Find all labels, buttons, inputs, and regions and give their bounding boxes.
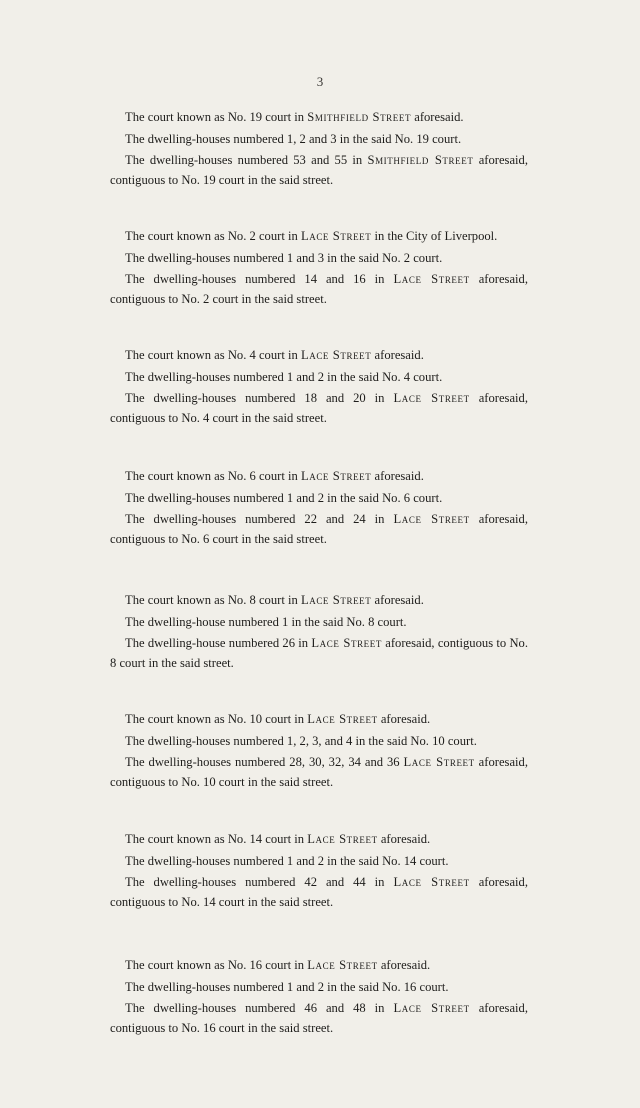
contiguous-dwelling-houses: The dwelling-house numbered 26 in Lace Street aforesaid, contiguous to No. 8 court in the said street. — [110, 636, 528, 670]
dwelling-houses-in-court: The dwelling-houses numbered 1, 2 and 3 in the said No. 19 court. — [125, 131, 462, 146]
contiguous-dwelling-houses: The dwelling-houses numbered 28, 30, 32, 34 and 36 Lace Street aforesaid, contiguous to No. 10 court in the said street. — [110, 755, 528, 789]
contiguous-dwelling-houses: The dwelling-houses numbered 22 and 24 in Lace Street aforesaid, contiguous to No. 6 court in the said street. — [110, 512, 528, 546]
dwelling-houses-in-court: The dwelling-house numbered 1 in the said No. 8 court. — [125, 614, 407, 629]
court-description: The court known as No. 6 court in Lace Street aforesaid. — [125, 469, 424, 483]
court-description: The court known as No. 10 court in Lace Street aforesaid. — [125, 712, 431, 726]
page-number: 3 — [316, 74, 324, 89]
dwelling-houses-in-court: The dwelling-houses numbered 1 and 2 in the said No. 14 court. — [125, 853, 449, 868]
dwelling-houses-in-court: The dwelling-houses numbered 1 and 2 in the said No. 6 court. — [125, 490, 443, 505]
contiguous-dwelling-houses: The dwelling-houses numbered 42 and 44 in Lace Street aforesaid, contiguous to No. 14 court in the said street. — [110, 875, 528, 909]
dwelling-houses-in-court: The dwelling-houses numbered 1, 2, 3, and 4 in the said No. 10 court. — [125, 733, 477, 748]
court-entry-lace-16 — [110, 956, 528, 1038]
dwelling-houses-in-court: The dwelling-houses numbered 1 and 2 in the said No. 16 court. — [125, 979, 449, 994]
court-description: The court known as No. 8 court in Lace Street aforesaid. — [125, 593, 424, 607]
court-entry-lace-8 — [110, 591, 528, 673]
court-entry-lace-6 — [110, 467, 528, 549]
contiguous-dwelling-houses: The dwelling-houses numbered 14 and 16 in Lace Street aforesaid, contiguous to No. 2 court in the said street. — [110, 272, 528, 306]
court-entry-lace-4 — [110, 346, 528, 428]
court-entry-lace-2 — [110, 227, 528, 309]
dwelling-houses-in-court: The dwelling-houses numbered 1 and 2 in the said No. 4 court. — [125, 369, 443, 384]
contiguous-dwelling-houses: The dwelling-houses numbered 46 and 48 in Lace Street aforesaid, contiguous to No. 16 court in the said street. — [110, 1001, 528, 1035]
court-description: The court known as No. 16 court in Lace Street aforesaid. — [125, 958, 431, 972]
contiguous-dwelling-houses: The dwelling-houses numbered 18 and 20 in Lace Street aforesaid, contiguous to No. 4 court in the said street. — [110, 391, 528, 425]
court-description: The court known as No. 14 court in Lace Street aforesaid. — [125, 832, 431, 846]
court-entry-smithfield-19 — [110, 108, 528, 190]
court-description: The court known as No. 2 court in Lace Street in the City of Liverpool. — [125, 229, 498, 243]
dwelling-houses-in-court: The dwelling-houses numbered 1 and 3 in the said No. 2 court. — [125, 250, 443, 265]
court-entry-lace-10 — [110, 710, 528, 792]
contiguous-dwelling-houses: The dwelling-houses numbered 53 and 55 in Smithfield Street aforesaid, contiguous to No. 19 court in the said street. — [110, 153, 528, 187]
court-description: The court known as No. 19 court in Smithfield Street aforesaid. — [125, 110, 464, 124]
court-description: The court known as No. 4 court in Lace Street aforesaid. — [125, 348, 424, 362]
court-entry-lace-14 — [110, 830, 528, 912]
